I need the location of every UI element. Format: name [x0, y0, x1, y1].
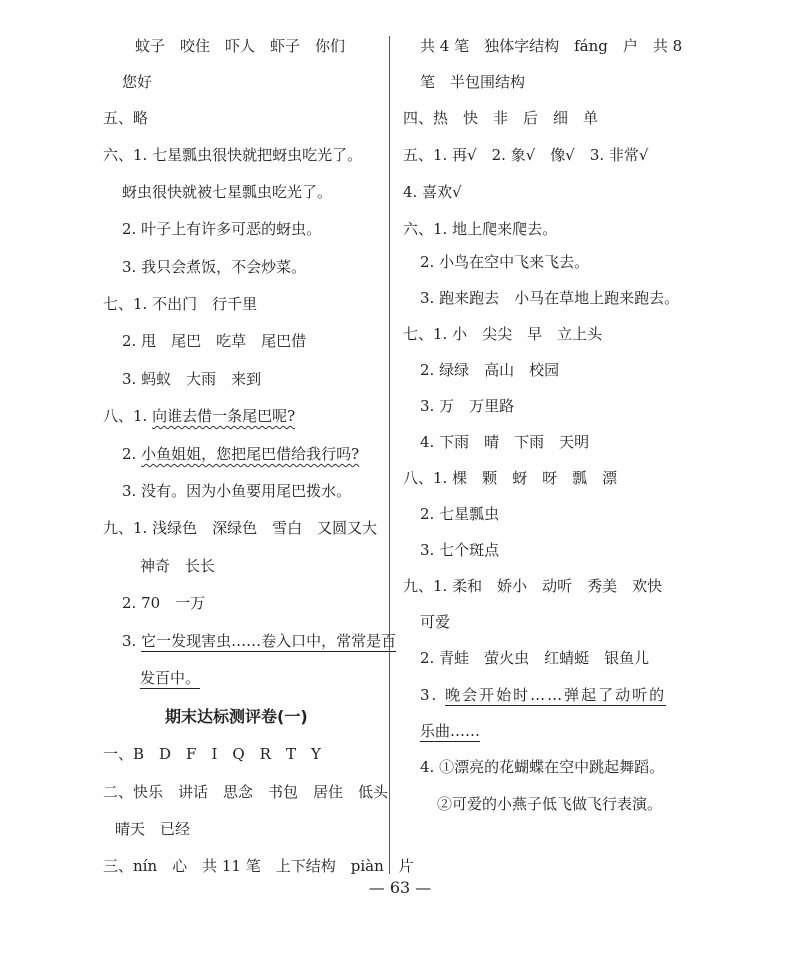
answer-line: 二、快乐 讲话 思念 书包 居住 低头: [103, 783, 389, 801]
answer-line: 八、1. 向谁去借一条尾巴呢?: [103, 407, 296, 425]
answer-line: 神奇 长长: [140, 557, 216, 575]
answer-line: 蚊子 咬住 吓人 虾子 你们: [135, 37, 346, 55]
answer-line: 乐曲……: [420, 722, 481, 740]
answer-line: 3. 它一发现害虫……卷入口中，常常是百: [122, 632, 397, 650]
answer-line: 三、nín 心 共 11 笔 上下结构 piàn 片: [103, 857, 414, 875]
answer-line: 发百中。: [140, 669, 201, 687]
answer-line: 3. 蚂蚁 大雨 来到: [122, 370, 262, 388]
answer-line: ②可爱的小燕子低飞做飞行表演。: [437, 795, 663, 813]
answer-line: 4. 喜欢√: [403, 183, 462, 201]
answer-line: 可爱: [420, 613, 451, 631]
answer-line: 蚜虫很快就被七星瓢虫吃光了。: [122, 183, 333, 201]
answer-line: 3. 跑来跑去 小马在草地上跑来跑去。: [420, 289, 680, 307]
answer-line: 共 4 笔 独体字结构 fáng 户 共 8: [420, 37, 683, 55]
answer-line: 2. 甩 尾巴 吃草 尾巴借: [122, 332, 307, 350]
answer-line: 4. 下雨 晴 下雨 天明: [420, 433, 590, 451]
page-number: — 63 —: [368, 878, 432, 897]
answer-line: 您好: [122, 73, 153, 91]
answer-line: 3. 没有。因为小鱼要用尾巴拨水。: [122, 482, 352, 500]
answer-line: 五、1. 再√ 2. 象√ 像√ 3. 非常√: [403, 146, 649, 164]
column-divider: [389, 36, 390, 874]
answer-line: 五、略: [103, 109, 149, 127]
answer-line: 2. 青蛙 萤火虫 红蜻蜓 银鱼儿: [420, 649, 650, 667]
answer-line: 晴天 已经: [115, 820, 191, 838]
answer-line: 九、1. 柔和 娇小 动听 秀美 欢快: [403, 577, 663, 595]
answer-line: 3. 七个斑点: [420, 541, 500, 559]
answer-line: 六、1. 七星瓢虫很快就把蚜虫吃光了。: [103, 146, 363, 164]
answer-line: 2. 小鸟在空中飞来飞去。: [420, 253, 590, 271]
answer-line: 七、1. 不出门 行千里: [103, 295, 258, 313]
answer-line: 2. 小鱼姐姐，您把尾巴借给我行吗?: [122, 445, 360, 463]
answer-line: 六、1. 地上爬来爬去。: [403, 220, 558, 238]
answer-line: 2. 叶子上有许多可恶的蚜虫。: [122, 220, 322, 238]
answer-line: 2. 七星瓢虫: [420, 505, 500, 523]
section-title: 期末达标测评卷(一): [165, 707, 308, 726]
answer-line: 4. ①漂亮的花蝴蝶在空中跳起舞蹈。: [420, 758, 665, 776]
answer-line: 3. 万 万里路: [420, 397, 515, 415]
answer-line: 一、B D F I Q R T Y: [103, 745, 321, 763]
answer-line: 九、1. 浅绿色 深绿色 雪白 又圆又大: [103, 519, 378, 537]
answer-line: 七、1. 小 尖尖 早 立上头: [403, 325, 603, 343]
answer-line: 笔 半包围结构: [420, 73, 526, 91]
answer-line: 3. 晚会开始时……弹起了动听的: [420, 686, 667, 704]
answer-line: 四、热 快 非 后 细 单: [403, 109, 599, 127]
answer-line: 2. 70 一万: [122, 594, 206, 612]
answer-line: 3. 我只会煮饭，不会炒菜。: [122, 258, 307, 276]
answer-line: 八、1. 棵 颗 蚜 呀 瓢 漂: [403, 469, 618, 487]
answer-line: 2. 绿绿 高山 校园: [420, 361, 560, 379]
